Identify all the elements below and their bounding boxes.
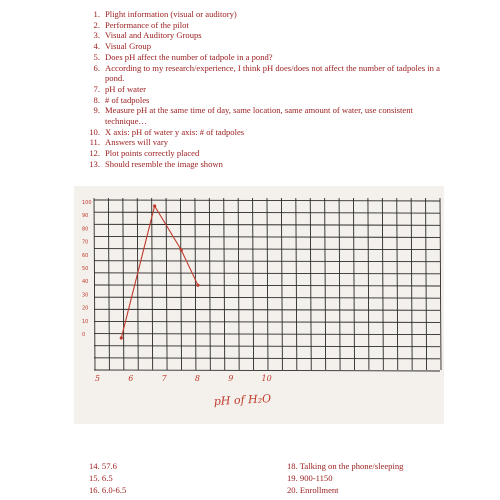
answer-number: 15. — [89, 473, 100, 483]
bottom-answer-item — [89, 472, 126, 484]
answer-item — [86, 30, 446, 41]
y-tick-label: 30 — [82, 292, 89, 299]
x-axis-label: pH of H₂O — [213, 392, 272, 408]
y-tick-label: 40 — [82, 279, 89, 286]
answer-item — [86, 63, 446, 84]
answer-text: Talking on the phone/sleeping — [299, 461, 404, 471]
answer-text: Should resemble the image shown — [105, 158, 223, 169]
y-tick-label: 90 — [82, 213, 89, 220]
answer-number: 7. — [93, 83, 100, 94]
answer-text: 6.0-6.5 — [101, 485, 127, 495]
answer-text: Visual and Auditory Groups — [105, 30, 202, 41]
bottom-answers-right — [287, 460, 403, 496]
answer-number: 18. — [287, 461, 298, 471]
x-tick-label: 9 — [228, 374, 234, 383]
data-point — [180, 248, 183, 251]
answer-item — [86, 52, 446, 63]
answer-number: 1. — [93, 9, 100, 19]
x-tick-label: 10 — [261, 374, 272, 383]
answer-number: 2. — [93, 19, 100, 30]
x-tick-label: 5 — [95, 374, 101, 383]
bottom-answers-left — [89, 460, 126, 496]
answer-text: Enrollment — [299, 485, 339, 495]
answer-number: 11. — [89, 137, 100, 148]
answer-number: 19. — [287, 473, 298, 483]
answer-item — [86, 84, 446, 95]
answer-item — [86, 148, 446, 159]
answer-text: Answers will vary — [105, 137, 169, 148]
answer-text: Visual Group — [105, 41, 152, 52]
y-tick-label: 100 — [82, 200, 92, 206]
answer-number: 14. — [89, 461, 100, 471]
bottom-answer-item — [287, 460, 403, 472]
y-tick-label: 20 — [82, 305, 89, 312]
bottom-answer-item — [89, 484, 126, 496]
answer-text: 57.6 — [101, 461, 117, 471]
data-point — [153, 204, 156, 207]
y-tick-label: 10 — [82, 318, 89, 325]
answer-text: Measure pH at the same time of day, same location, same amount of water, use consistent technique… — [105, 105, 413, 127]
y-tick-label: 0 — [82, 332, 86, 338]
y-tick-label: 50 — [82, 266, 89, 272]
answer-number: 12. — [89, 148, 100, 159]
answer-item — [86, 159, 446, 170]
answer-item — [86, 95, 446, 106]
answer-item — [86, 127, 446, 138]
answer-text: According to my research/experience, I think pH does/does not affect the number of tadpoles in a pond. — [105, 62, 440, 84]
answer-item — [86, 9, 446, 20]
bottom-answer-item — [89, 460, 126, 472]
answer-number: 20. — [287, 485, 298, 495]
answer-item — [86, 41, 446, 52]
x-tick-label: 6 — [128, 374, 134, 383]
bottom-answer-item — [287, 472, 403, 484]
answer-text: Plot points correctly placed — [105, 148, 200, 159]
y-tick-label: 80 — [82, 226, 89, 233]
graph-photo — [74, 186, 444, 424]
answer-text: Does pH affect the number of tadpole in a pond? — [105, 51, 273, 62]
answer-item — [86, 20, 446, 31]
answer-number: 10. — [89, 126, 100, 137]
answer-number: 4. — [93, 41, 100, 52]
answer-number: 6. — [93, 62, 100, 73]
data-point — [196, 284, 199, 287]
answer-text: pH of water — [105, 83, 147, 94]
y-tick-label: 70 — [82, 239, 89, 246]
answer-text: X axis: pH of water y axis: # of tadpoles — [105, 126, 245, 137]
data-point — [120, 336, 123, 339]
answer-number: 5. — [93, 51, 100, 62]
answer-text: 6.5 — [101, 473, 113, 483]
answer-number: 8. — [93, 94, 100, 105]
answer-text: # of tadpoles — [105, 94, 150, 105]
answer-text: Performance of the pilot — [105, 19, 189, 30]
answer-item — [86, 105, 446, 126]
x-tick-label: 7 — [161, 374, 167, 383]
answer-number: 9. — [93, 105, 100, 116]
y-tick-label: 60 — [82, 252, 89, 259]
handdrawn-graph — [74, 186, 444, 424]
answer-item — [86, 137, 446, 148]
x-tick-label: 8 — [194, 374, 201, 383]
answer-text: Plight information (visual or auditory) — [105, 9, 237, 19]
answer-text: 900-1150 — [299, 473, 333, 483]
bottom-answer-item — [287, 484, 403, 496]
answer-number: 16. — [89, 485, 100, 495]
answer-number: 3. — [93, 30, 100, 41]
answer-number: 13. — [89, 158, 100, 169]
answer-list — [86, 9, 446, 170]
